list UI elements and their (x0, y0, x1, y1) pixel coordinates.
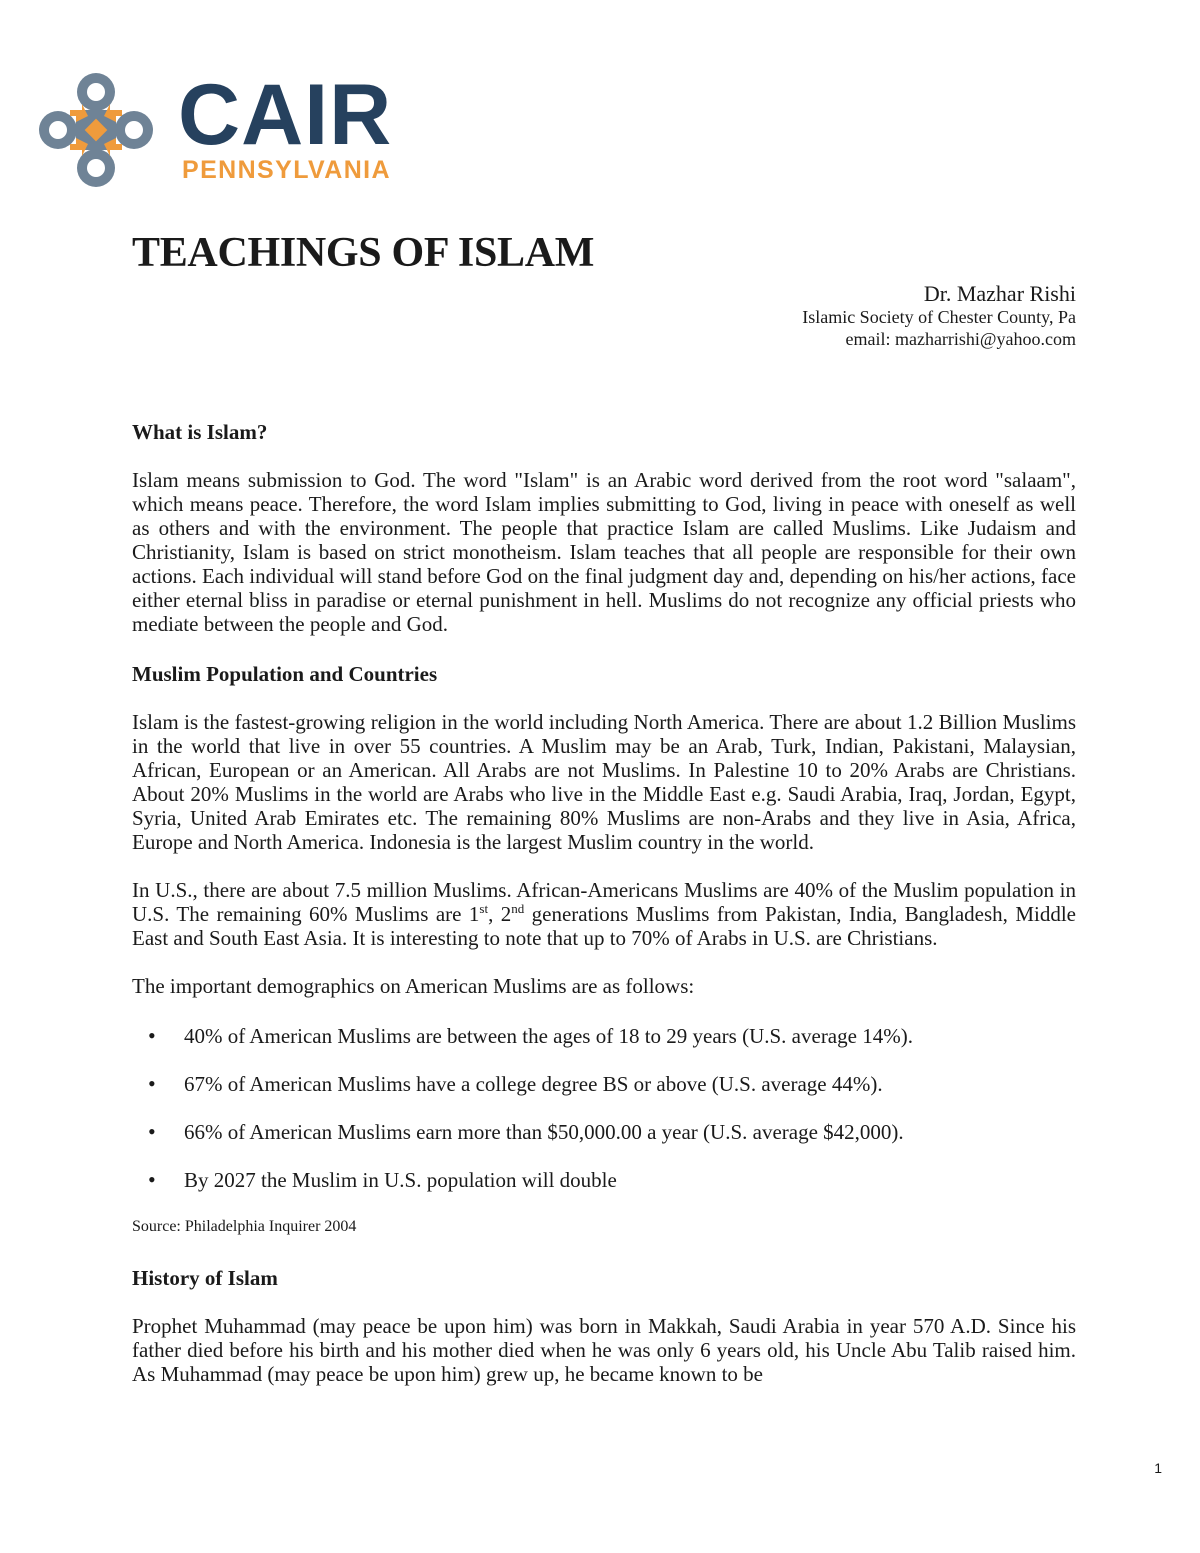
author-email: email: mazharrishi@yahoo.com (845, 329, 1076, 349)
demographics-list (132, 1024, 1076, 1192)
list-item: • By 2027 the Muslim in U.S. population will double (132, 1168, 1076, 1192)
author-organization: Islamic Society of Chester County, Pa (802, 307, 1076, 327)
source-citation: Source: Philadelphia Inquirer 2004 (132, 1218, 357, 1235)
logo-subtitle: PENNSYLVANIA (182, 156, 391, 184)
paragraph-population-1: Islam is the fastest-growing religion in the world including North America. There are about 1.2 Billion Muslims in the world that live in over 55 countries. A Muslim may be an Arab, Turk, Indian, Pakistani, Malaysian, African, European or an American. All Arabs are not Muslims. In Palestine 10 to 20% Arabs are Christians. About 20% Muslims in the world are Arabs who live in the Middle East e.g. Saudi Arabia, Iraq, Jordan, Egypt, Syria, United Arab Emirates etc. The remaining 80% Muslims are non-Arabs and they live in Asia, Africa, Europe and North America. Indonesia is the largest Muslim country in the world. (132, 710, 1076, 854)
cair-emblem-icon (36, 70, 156, 190)
logo-wordmark: CAIR (178, 67, 393, 163)
list-item: • 67% of American Muslims have a college degree BS or above (U.S. average 44%). (132, 1072, 1076, 1096)
document-body (132, 418, 1076, 1386)
paragraph-what-is-islam: Islam means submission to God. The word "Islam" is an Arabic word derived from the root word "salaam", which means peace. Therefore, the word Islam implies submitting to God, living in peace with oneself as well as others and with the environment. The people that practice Islam are called Muslims. Like Judaism and Christianity, Islam is based on strict monotheism. Islam teaches that all people are responsible for their own actions. Each individual will stand before God on the final judgment day and, depending on his/her actions, face either eternal bliss in paradise or eternal punishment in hell. Muslims do not recognize any official priests who mediate between the people and God. (132, 468, 1076, 636)
section-heading-history: History of Islam (132, 1266, 278, 1290)
paragraph-history: Prophet Muhammad (may peace be upon him) was born in Makkah, Saudi Arabia in year 570 A.D. Since his father died before his birth and his mother died when he was only 6 years old, his Uncle Abu Talib raised him. As Muhammad (may peace be upon him) grew up, he became known to be (132, 1314, 1076, 1386)
page-number: 1 (1154, 1460, 1162, 1476)
document-title: TEACHINGS OF ISLAM (132, 230, 595, 276)
section-heading-population: Muslim Population and Countries (132, 662, 438, 686)
section-heading-what-is-islam: What is Islam? (132, 420, 268, 444)
author-name: Dr. Mazhar Rishi (923, 281, 1076, 306)
paragraph-population-2: In U.S., there are about 7.5 million Muslims. African-Americans Muslims are 40% of the Muslim population in U.S. The remaining 60% Muslims are 1st, 2nd generations Muslims from Pakistan, India, Bangladesh, Middle East and South East Asia. It is interesting to note that up to 70% of Arabs in U.S. are Christians. (132, 878, 1077, 950)
list-item: • 40% of American Muslims are between the ages of 18 to 29 years (U.S. average 14%). (132, 1024, 1076, 1048)
paragraph-population-3: The important demographics on American Muslims are as follows: (132, 974, 695, 998)
author-block (802, 282, 1076, 350)
list-item: • 66% of American Muslims earn more than $50,000.00 a year (U.S. average $42,000). (132, 1120, 1076, 1144)
cair-logo (36, 67, 416, 190)
